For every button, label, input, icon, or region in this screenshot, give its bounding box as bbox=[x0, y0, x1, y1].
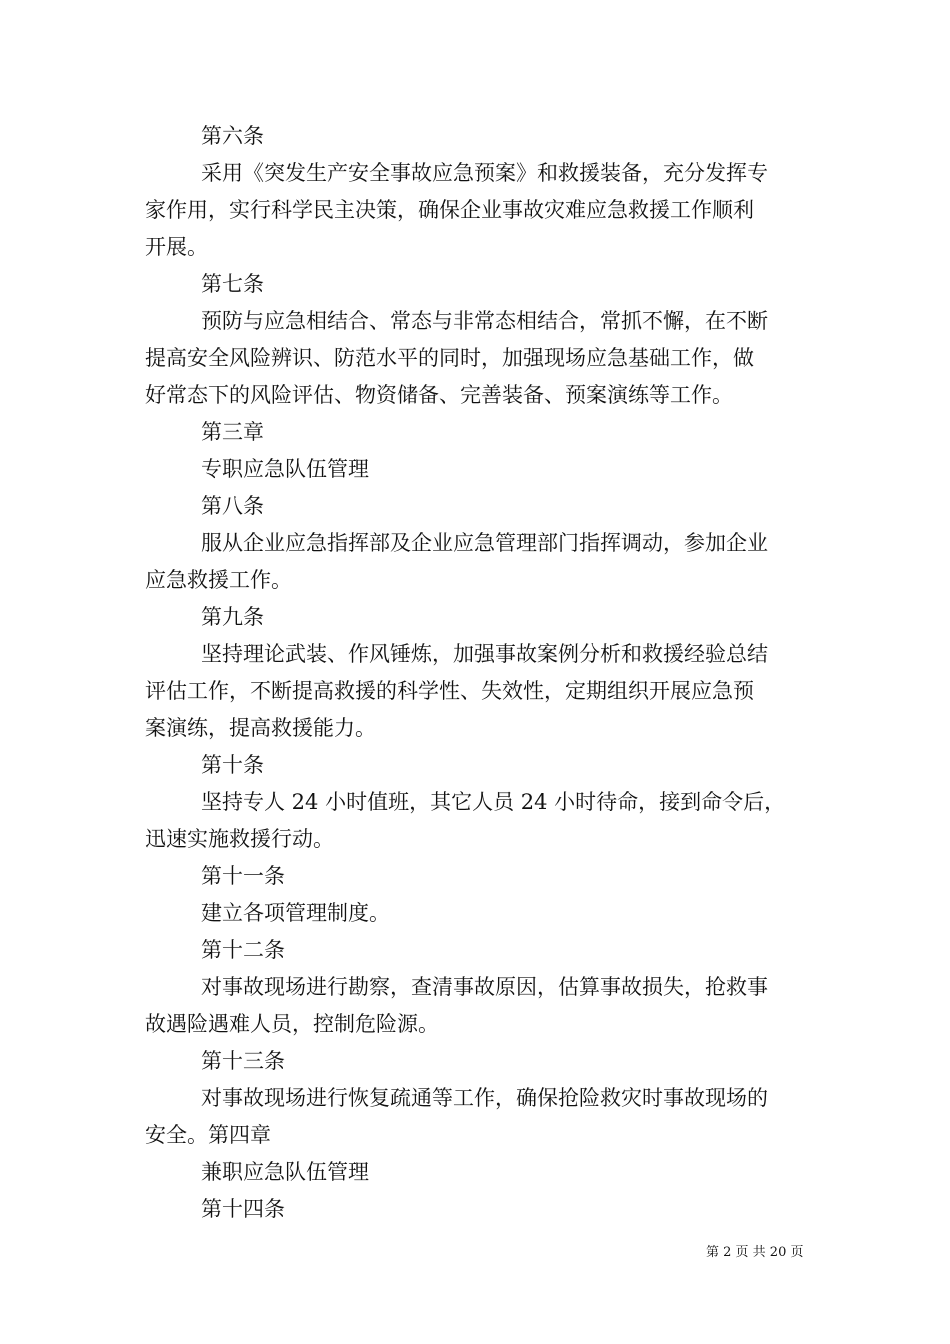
paragraph-line: 案演练，提高救援能力。 bbox=[145, 716, 376, 740]
paragraph-line: 采用《突发生产安全事故应急预案》和救援装备，充分发挥专 bbox=[201, 161, 768, 185]
paragraph-line: 好常态下的风险评估、物资储备、完善装备、预案演练等工作。 bbox=[145, 383, 733, 407]
article-heading: 第十一条 bbox=[201, 864, 285, 888]
document-body bbox=[145, 118, 807, 1228]
chapter-title: 专职应急队伍管理 bbox=[201, 457, 369, 481]
paragraph-line: 迅速实施救援行动。 bbox=[145, 827, 334, 851]
page-number-footer: 第 2 页 共 20 页 bbox=[706, 1245, 804, 1260]
article-heading: 第八条 bbox=[201, 494, 264, 518]
chapter-title: 兼职应急队伍管理 bbox=[201, 1160, 369, 1184]
article-heading: 第十四条 bbox=[201, 1197, 285, 1221]
chapter-heading: 第三章 bbox=[201, 420, 264, 444]
paragraph-line: 家作用，实行科学民主决策，确保企业事故灾难应急救援工作顺利 bbox=[145, 198, 754, 222]
paragraph-line: 安全。第四章 bbox=[145, 1123, 271, 1147]
paragraph-line: 提高安全风险辨识、防范水平的同时，加强现场应急基础工作，做 bbox=[145, 346, 754, 370]
paragraph-line: 对事故现场进行勘察，查清事故原因，估算事故损失，抢救事 bbox=[201, 975, 768, 999]
paragraph-line: 服从企业应急指挥部及企业应急管理部门指挥调动，参加企业 bbox=[201, 531, 768, 555]
paragraph-line: 坚持理论武装、作风锤炼，加强事故案例分析和救援经验总结 bbox=[201, 642, 768, 666]
paragraph-line: 坚持专人 24 小时值班，其它人员 24 小时待命，接到命令后， bbox=[201, 790, 786, 814]
paragraph-line: 对事故现场进行恢复疏通等工作，确保抢险救灾时事故现场的 bbox=[201, 1086, 768, 1110]
article-heading: 第十条 bbox=[201, 753, 264, 777]
paragraph-line: 预防与应急相结合、常态与非常态相结合，常抓不懈，在不断 bbox=[201, 309, 768, 333]
paragraph-line: 开展。 bbox=[145, 235, 208, 259]
paragraph-line: 应急救援工作。 bbox=[145, 568, 292, 592]
article-heading: 第九条 bbox=[201, 605, 264, 629]
paragraph-line: 评估工作，不断提高救援的科学性、失效性，定期组织开展应急预 bbox=[145, 679, 754, 703]
article-heading: 第十三条 bbox=[201, 1049, 285, 1073]
paragraph-line: 故遇险遇难人员，控制危险源。 bbox=[145, 1012, 439, 1036]
article-heading: 第七条 bbox=[201, 272, 264, 296]
article-heading: 第六条 bbox=[201, 124, 264, 148]
article-heading: 第十二条 bbox=[201, 938, 285, 962]
paragraph-line: 建立各项管理制度。 bbox=[201, 901, 390, 925]
